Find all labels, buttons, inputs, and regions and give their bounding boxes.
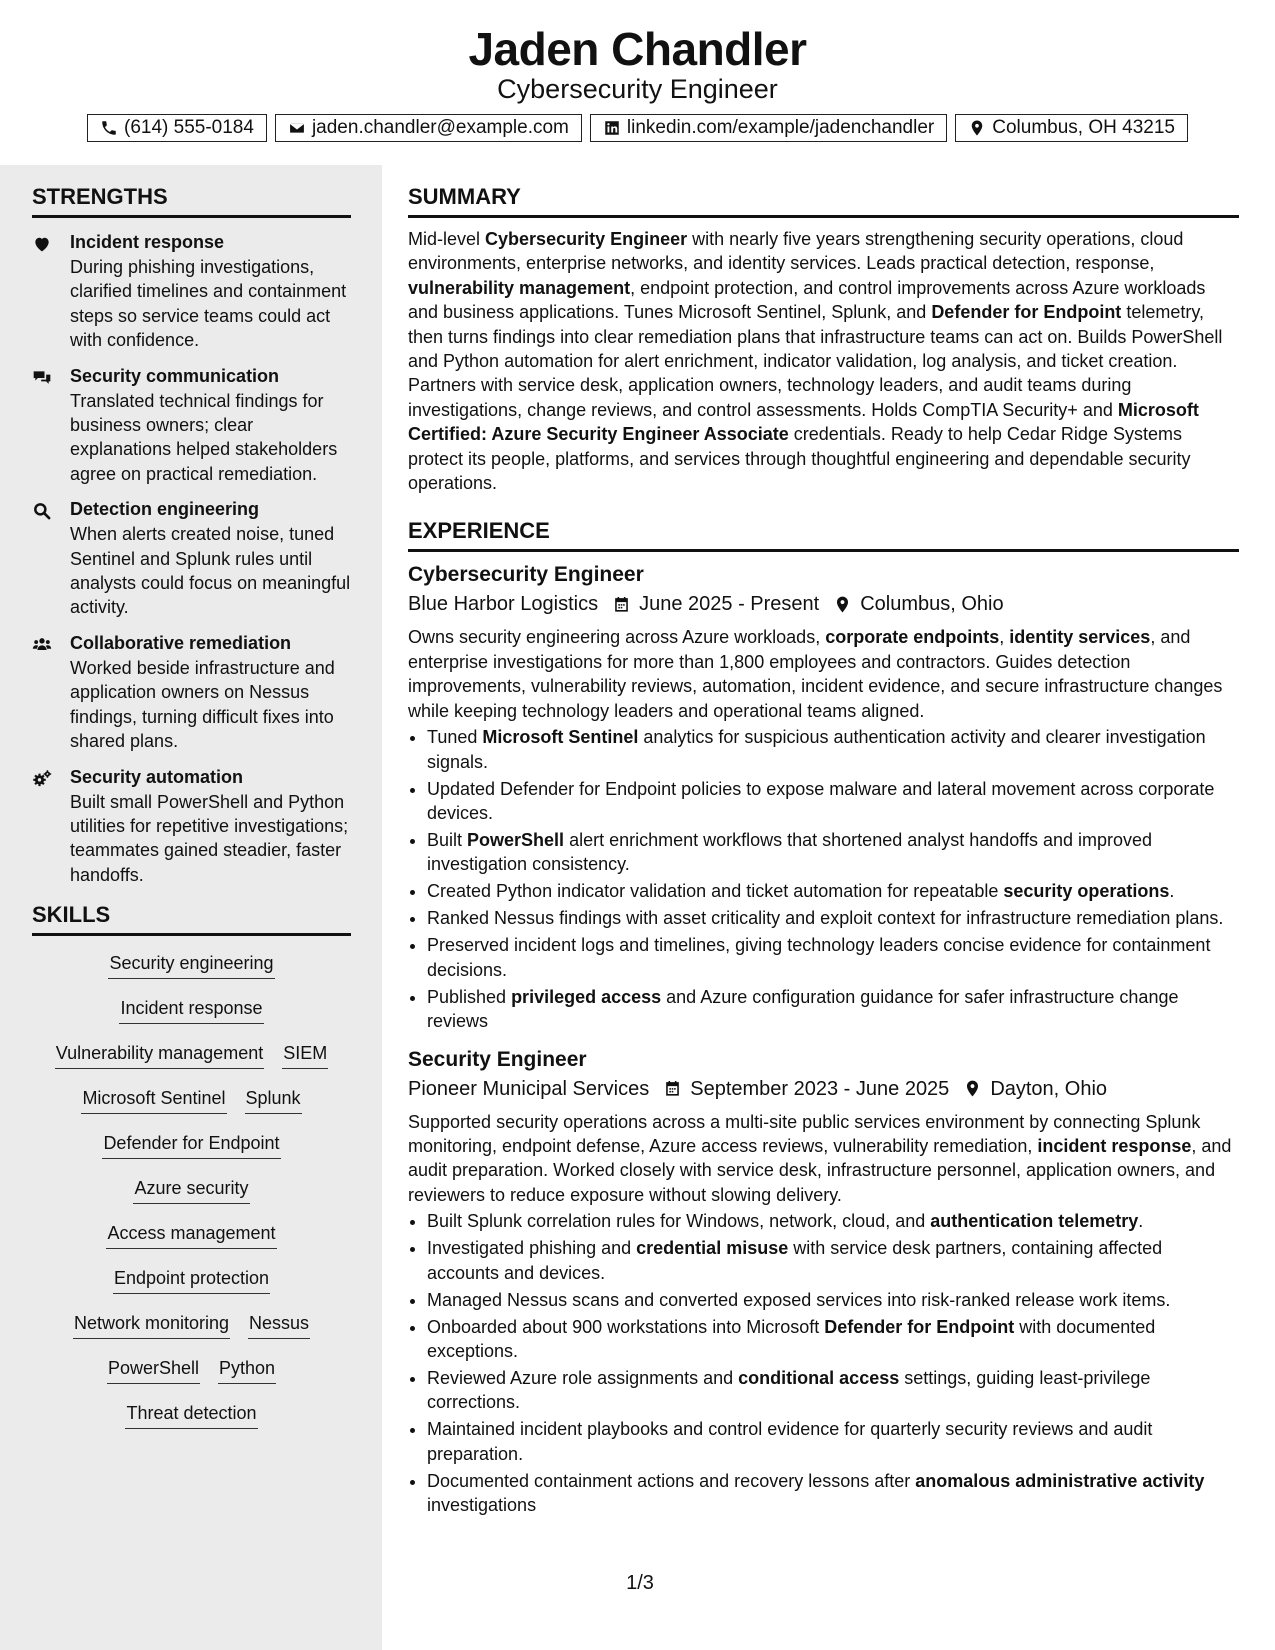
strength-item <box>32 765 351 888</box>
strength-icon-wrap <box>32 364 70 487</box>
skill-tag: Security engineering <box>108 950 274 979</box>
skills-list <box>32 950 351 1445</box>
job-company: Pioneer Municipal Services <box>408 1077 650 1100</box>
skill-tag: PowerShell <box>107 1355 200 1384</box>
map-pin-icon <box>968 119 986 137</box>
job-location: Columbus, Ohio <box>860 593 1004 616</box>
email-text: jaden.chandler@example.com <box>311 117 569 138</box>
job-bullet: • Investigated phishing and credential misuse with service desk partners, containing affected accounts and devices. <box>427 1236 1239 1285</box>
job-entry <box>408 1046 1239 1518</box>
job-meta <box>408 589 1239 619</box>
job-bullet: • Created Python indicator validation and ticket automation for repeatable security operations. <box>427 879 1239 903</box>
calendar-icon <box>663 1079 682 1098</box>
strength-item <box>32 631 351 754</box>
map-pin-icon <box>963 1079 982 1098</box>
strength-title: Security automation <box>70 766 244 787</box>
candidate-name: Jaden Chandler <box>468 23 807 75</box>
skill-row <box>32 1265 351 1310</box>
job-entry <box>408 561 1239 1033</box>
contact-linkedin[interactable] <box>590 114 947 142</box>
job-bullet: • Built PowerShell alert enrichment workflows that shortened analyst handoffs and improved investigation consistency. <box>427 828 1239 877</box>
cogs-icon <box>32 769 52 789</box>
linkedin-icon <box>603 119 621 137</box>
search-icon <box>32 501 52 521</box>
job-bullets <box>408 1209 1239 1517</box>
skill-tag: Vulnerability management <box>55 1040 264 1069</box>
contact-location <box>955 114 1188 142</box>
skill-tag: Splunk <box>245 1085 302 1114</box>
contact-phone[interactable] <box>87 114 267 142</box>
strength-body <box>70 631 351 754</box>
contact-bar <box>0 114 1275 142</box>
strength-icon-wrap <box>32 765 70 888</box>
contact-email[interactable] <box>275 114 582 142</box>
skill-tag: Azure security <box>133 1175 249 1204</box>
linkedin-text: linkedin.com/example/jadenchandler <box>626 117 935 138</box>
skill-row <box>32 1175 351 1220</box>
strength-title: Incident response <box>70 232 225 252</box>
job-bullet: • Maintained incident playbooks and control evidence for quarterly security reviews and audit preparation. <box>427 1417 1239 1466</box>
phone-text: (614) 555-0184 <box>124 117 254 138</box>
strength-description: Translated technical findings for business owners; clear explanations helped stakeholders agree on practical remediation. <box>70 390 338 484</box>
job-location: Dayton, Ohio <box>990 1077 1108 1100</box>
job-bullet: • Onboarded about 900 workstations into Microsoft Defender for Endpoint with documented exceptions. <box>427 1315 1239 1364</box>
strength-description: Built small PowerShell and Python utilities for repetitive investigations; teammates gained steadier, faster handoffs. <box>70 791 349 885</box>
skill-row <box>32 1355 351 1400</box>
skill-row <box>32 995 351 1040</box>
main-content <box>408 165 1239 1520</box>
strength-item <box>32 230 351 353</box>
strength-title: Collaborative remediation <box>70 632 292 653</box>
summary-text: Mid-level Cybersecurity Engineer with nearly five years strengthening security operations, cloud environments, enterprise networks, and identity services. Leads practical detection, response, vulnerability management, endpoint protection, and control improvements across Azure workloads and business applications. Tunes Microsoft Sentinel, Splunk, and Defender for Endpoint telemetry, then turns findings into clear remediation plans that infrastructure teams can act on. Builds PowerShell and Python automation for alert enrichment, indicator validation, log analysis, and ticket creation. Partners with service desk, application owners, technology leaders, and audit teams during investigations, change reviews, and control assessments. Holds CompTIA Security+ and Microsoft Certified: Azure Security Engineer Associate credentials. Ready to help Cedar Ridge Systems protect its people, platforms, and services through thoughtful engineering and dependable security operations. <box>408 229 1223 494</box>
strengths-heading: STRENGTHS <box>32 183 351 218</box>
job-bullet: • Tuned Microsoft Sentinel analytics for suspicious authentication activity and clearer investigation signals. <box>427 725 1239 774</box>
phone-icon <box>100 119 118 137</box>
page-number: 1/3 <box>626 1572 654 1594</box>
skill-tag: SIEM <box>282 1040 328 1069</box>
skill-tag: Access management <box>106 1220 276 1249</box>
strength-description: Worked beside infrastructure and application owners on Nessus findings, turning difficult fixes into shared plans. <box>70 657 335 752</box>
skill-tag: Incident response <box>119 995 263 1024</box>
strength-title: Security communication <box>70 365 280 386</box>
sidebar <box>0 165 382 1650</box>
skill-tag: Nessus <box>248 1310 310 1339</box>
skill-tag: Microsoft Sentinel <box>81 1085 226 1114</box>
skill-tag: Threat detection <box>125 1400 257 1429</box>
job-bullets <box>408 725 1239 1033</box>
skill-tag: Endpoint protection <box>113 1265 270 1294</box>
strengths-list <box>32 230 351 887</box>
map-pin-icon <box>833 595 852 614</box>
users-icon <box>32 635 52 655</box>
job-bullet: • Built Splunk correlation rules for Windows, network, cloud, and authentication telemetry. <box>427 1209 1239 1233</box>
experience-list <box>408 561 1239 1517</box>
job-dates: September 2023 - June 2025 <box>690 1077 950 1100</box>
job-bullet: • Documented containment actions and recovery lessons after anomalous administrative activity investigations <box>427 1469 1239 1518</box>
job-bullet: • Published privileged access and Azure configuration guidance for safer infrastructure change reviews <box>427 985 1239 1034</box>
job-description: Owns security engineering across Azure workloads, corporate endpoints, identity services, and enterprise investigations for more than 1,800 employees and contractors. Guides detection improvements, vulnerability reviews, automation, incident evidence, and secure infrastructure changes while keeping technology leaders and operational teams aligned. <box>408 627 1223 721</box>
job-meta <box>408 1074 1239 1104</box>
skill-tag: Python <box>218 1355 276 1384</box>
resume-header <box>0 0 1275 165</box>
skill-row <box>32 1220 351 1265</box>
strength-body <box>70 364 351 487</box>
job-bullet: • Ranked Nessus findings with asset criticality and exploit context for infrastructure remediation plans. <box>427 906 1239 930</box>
strength-description: During phishing investigations, clarified timelines and containment steps so service teams could act with confidence. <box>70 257 347 351</box>
strength-icon-wrap <box>32 497 70 620</box>
skill-row <box>32 1085 351 1130</box>
job-bullet: • Managed Nessus scans and converted exposed services into risk-ranked release work items. <box>427 1288 1239 1312</box>
job-dates: June 2025 - Present <box>639 593 820 616</box>
location-text: Columbus, OH 43215 <box>992 117 1175 138</box>
strength-title: Detection engineering <box>70 499 260 520</box>
comments-icon <box>32 368 52 388</box>
strength-description: When alerts created noise, tuned Sentinel and Splunk rules until analysts could focus on meaningful activity. <box>70 524 351 618</box>
skill-row <box>32 950 351 995</box>
job-bullet: • Updated Defender for Endpoint policies to expose malware and lateral movement across corporate devices. <box>427 777 1239 826</box>
strength-body <box>70 230 351 353</box>
job-bullet: • Preserved incident logs and timelines, giving technology leaders concise evidence for containment decisions. <box>427 933 1239 982</box>
skill-tag: Network monitoring <box>73 1310 230 1339</box>
calendar-icon <box>612 595 631 614</box>
skills-heading: SKILLS <box>32 901 351 936</box>
job-title: Security Engineer <box>408 1047 587 1071</box>
strength-item <box>32 497 351 620</box>
skill-row <box>32 1400 351 1445</box>
envelope-icon <box>288 119 306 137</box>
job-bullet: • Reviewed Azure role assignments and conditional access settings, guiding least-privilege corrections. <box>427 1366 1239 1415</box>
strength-icon-wrap <box>32 230 70 353</box>
candidate-title: Cybersecurity Engineer <box>497 74 778 104</box>
skill-row <box>32 1040 351 1085</box>
heart-icon <box>32 234 52 254</box>
skill-tag: Defender for Endpoint <box>102 1130 280 1159</box>
strength-icon-wrap <box>32 631 70 754</box>
skill-row <box>32 1310 351 1355</box>
skill-row <box>32 1130 351 1175</box>
experience-heading: EXPERIENCE <box>408 517 1239 552</box>
strength-item <box>32 364 351 487</box>
strength-body <box>70 765 351 888</box>
job-description: Supported security operations across a multi-site public services environment by connecting Splunk monitoring, endpoint defense, Azure access reviews, vulnerability remediation, incident response, and audit preparation. Worked closely with service desk, infrastructure personnel, application owners, and reviewers to reduce exposure without slowing delivery. <box>408 1111 1232 1205</box>
job-title: Cybersecurity Engineer <box>408 563 644 587</box>
strength-body <box>70 497 351 620</box>
job-company: Blue Harbor Logistics <box>408 593 599 616</box>
summary-heading: SUMMARY <box>408 183 1239 218</box>
